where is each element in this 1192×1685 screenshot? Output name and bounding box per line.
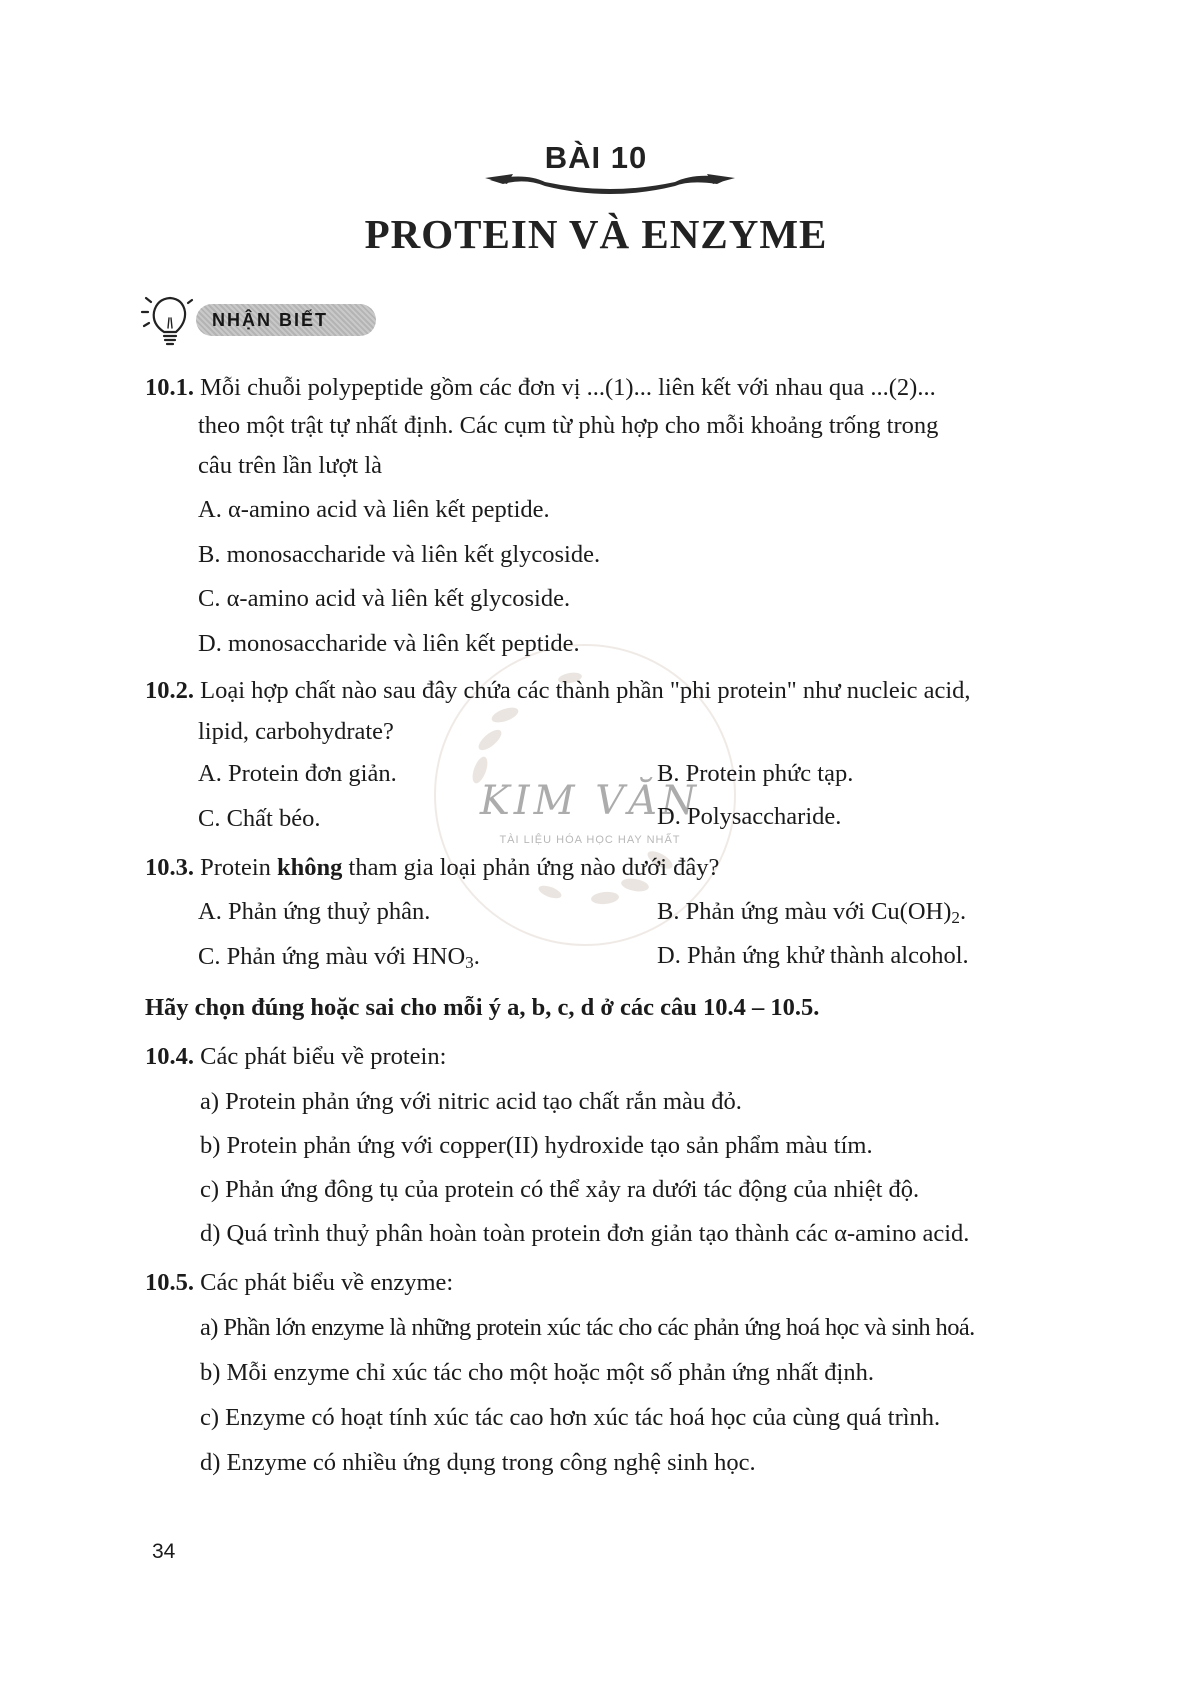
question-text-before: Protein xyxy=(200,854,271,881)
instruction-heading: Hãy chọn đúng hoặc sai cho mỗi ý a, b, c, d ở các câu 10.4 – 10.5. xyxy=(145,994,820,1021)
option-b: B. monosaccharide và liên kết glycoside. xyxy=(198,541,601,568)
question-text: Mỗi chuỗi polypeptide gồm các đơn vị ...(1)... liên kết với nhau qua ...(2)... xyxy=(200,374,936,401)
lesson-label: BÀI 10 xyxy=(544,140,648,175)
statement-b: b) Mỗi enzyme chỉ xúc tác cho một hoặc một số phản ứng nhất định. xyxy=(200,1359,874,1386)
watermark-text: KIM VĂN xyxy=(479,778,701,824)
option-b-suffix: . xyxy=(959,898,967,925)
question-10-2-line2: lipid, carbohydrate? xyxy=(198,718,394,745)
option-d: D. monosaccharide và liên kết peptide. xyxy=(198,630,580,657)
option-a: A. α-amino acid và liên kết peptide. xyxy=(198,496,550,523)
statement-c: c) Enzyme có hoạt tính xúc tác cao hơn xúc tác hoá học của cùng quá trình. xyxy=(200,1404,941,1431)
question-number: 10.2. xyxy=(145,677,194,704)
question-stem: Các phát biểu về enzyme: xyxy=(200,1269,454,1296)
option-c-text: C. Phản ứng màu với HNO xyxy=(198,943,466,970)
watermark-subtext: TÀI LIỆU HÓA HỌC HAY NHẤT xyxy=(499,834,681,846)
option-a: A. Protein đơn giản. xyxy=(198,760,397,787)
question-10-2-line1 xyxy=(145,676,971,706)
question-text: Loại hợp chất nào sau đây chứa các thành phần "phi protein" như nucleic acid, xyxy=(200,677,971,704)
page-number: 34 xyxy=(152,1540,176,1563)
statement-c: c) Phản ứng đông tụ của protein có thể xảy ra dưới tác động của nhiệt độ. xyxy=(200,1176,920,1203)
option-d: D. Polysaccharide. xyxy=(657,803,842,830)
question-number: 10.3. xyxy=(145,854,194,881)
option-c: C. α-amino acid và liên kết glycoside. xyxy=(198,585,571,612)
question-10-5 xyxy=(145,1268,453,1298)
question-number: 10.5. xyxy=(145,1269,194,1296)
question-text-after: tham gia loại phản ứng nào dưới đây? xyxy=(348,854,720,881)
option-c xyxy=(198,942,480,972)
question-10-1-line3: câu trên lần lượt là xyxy=(198,452,383,479)
question-10-1-line2: theo một trật tự nhất định. Các cụm từ phù hợp cho mỗi khoảng trống trong xyxy=(198,412,939,439)
option-b-text: B. Phản ứng màu với Cu(OH) xyxy=(657,898,952,925)
section-badge xyxy=(138,290,398,350)
option-b: B. Protein phức tạp. xyxy=(657,760,854,787)
question-10-1-line1 xyxy=(145,373,936,403)
statement-d: d) Quá trình thuỷ phân hoàn toàn protein đơn giản tạo thành các α-amino acid. xyxy=(200,1220,970,1247)
statement-d: d) Enzyme có nhiều ứng dụng trong công nghệ sinh học. xyxy=(200,1449,756,1476)
statement-b: b) Protein phản ứng với copper(II) hydroxide tạo sản phẩm màu tím. xyxy=(200,1132,873,1159)
option-c: C. Chất béo. xyxy=(198,805,321,832)
question-number: 10.1. xyxy=(145,374,194,401)
option-c-suffix: . xyxy=(473,943,480,970)
question-10-3 xyxy=(145,853,719,883)
section-label: NHẬN BIẾT xyxy=(196,304,376,336)
option-a: A. Phản ứng thuỷ phân. xyxy=(198,898,431,925)
option-b xyxy=(657,897,966,927)
question-stem: Các phát biểu về protein: xyxy=(200,1043,447,1070)
subscript: 3 xyxy=(465,953,474,972)
subscript: 2 xyxy=(951,908,960,927)
title-swoosh-ornament xyxy=(485,168,735,198)
question-number: 10.4. xyxy=(145,1043,194,1070)
statement-a: a) Phần lớn enzyme là những protein xúc tác cho các phản ứng hoá học và sinh hoá. xyxy=(200,1314,975,1341)
question-text-emphasis: không xyxy=(277,854,343,881)
lesson-title: PROTEIN VÀ ENZYME xyxy=(364,211,828,257)
statement-a: a) Protein phản ứng với nitric acid tạo chất rắn màu đỏ. xyxy=(200,1088,742,1115)
question-10-4 xyxy=(145,1042,446,1072)
option-d: D. Phản ứng khử thành alcohol. xyxy=(657,942,969,969)
